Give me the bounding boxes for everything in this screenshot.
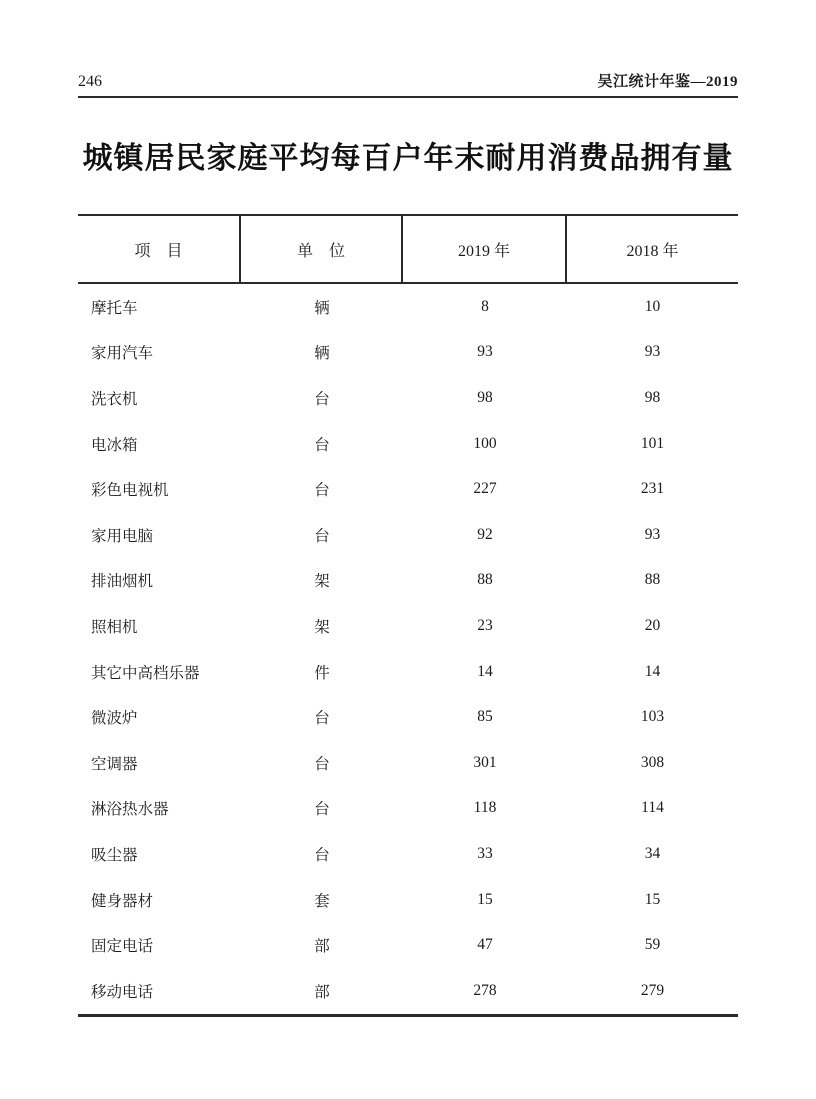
unit-cell: 台: [314, 710, 330, 728]
value-2019-cell: 15: [477, 890, 493, 908]
value-2018-cell: 88: [644, 571, 661, 589]
item-cell: 洗衣机: [91, 390, 138, 408]
item-cell: 彩色电视机: [91, 482, 169, 500]
value-2019-cell: 118: [473, 799, 497, 817]
item-cell: 固定电话: [91, 938, 154, 956]
value-2019-cell: 88: [477, 571, 493, 589]
table-row: [78, 421, 738, 467]
value-2019-cell: 14: [477, 662, 493, 680]
unit-cell: 部: [314, 938, 330, 956]
value-2018-cell: 231: [640, 480, 665, 498]
value-2018-cell: 20: [644, 616, 661, 634]
item-cell: 淋浴热水器: [91, 801, 169, 819]
unit-cell: 台: [314, 755, 330, 773]
value-2018-cell: 279: [640, 981, 665, 999]
value-2019-cell: 23: [477, 616, 493, 634]
unit-cell: 台: [314, 482, 330, 500]
value-2019-cell: 301: [473, 753, 497, 771]
item-cell: 移动电话: [91, 983, 154, 1001]
durable-goods-table: [78, 214, 738, 1017]
table-body: [78, 284, 738, 1017]
item-cell: 电冰箱: [91, 436, 138, 454]
value-2019-cell: 100: [473, 434, 497, 452]
item-cell: 其它中高档乐器: [91, 664, 200, 682]
value-2018-cell: 103: [640, 708, 665, 726]
value-2018-cell: 98: [644, 388, 661, 406]
unit-cell: 架: [314, 618, 330, 636]
item-cell: 吸尘器: [91, 846, 138, 864]
unit-cell: 台: [314, 846, 330, 864]
table-row: [78, 466, 738, 512]
item-cell: 家用汽车: [91, 345, 154, 363]
table-row: [78, 603, 738, 649]
item-cell: 摩托车: [91, 299, 138, 317]
table-row: [78, 558, 738, 604]
unit-cell: 辆: [314, 345, 330, 363]
value-2018-cell: 14: [644, 662, 661, 680]
page-header: [78, 74, 738, 98]
table-row: [78, 694, 738, 740]
header-cell-item: 项 目: [78, 216, 241, 282]
item-cell: 微波炉: [91, 710, 138, 728]
table-row: [78, 512, 738, 558]
item-cell: 家用电脑: [91, 527, 154, 545]
value-2018-cell: 93: [644, 343, 661, 361]
table-row: [78, 786, 738, 832]
item-cell: 空调器: [91, 755, 138, 773]
table-row: [78, 831, 738, 877]
unit-cell: 台: [314, 527, 330, 545]
value-2019-cell: 85: [477, 708, 493, 726]
table-row: [78, 330, 738, 376]
value-2018-cell: 10: [644, 297, 661, 315]
table-row: [78, 740, 738, 786]
value-2019-cell: 278: [473, 981, 497, 999]
item-cell: 健身器材: [91, 892, 154, 910]
yearbook-edition: 吴江统计年鉴—2019: [597, 74, 738, 90]
value-2019-cell: 33: [477, 844, 493, 862]
value-2019-cell: 8: [481, 297, 489, 315]
page-number: 246: [78, 73, 102, 90]
table-row: [78, 877, 738, 923]
unit-cell: 台: [314, 436, 330, 454]
table-row: [78, 968, 738, 1014]
value-2018-cell: 59: [644, 936, 661, 954]
table-row: [78, 375, 738, 421]
unit-cell: 部: [314, 983, 330, 1001]
value-2018-cell: 15: [644, 890, 661, 908]
value-2018-cell: 93: [644, 525, 661, 543]
value-2019-cell: 93: [477, 343, 493, 361]
value-2019-cell: 47: [477, 936, 493, 954]
value-2018-cell: 34: [644, 844, 661, 862]
item-cell: 照相机: [91, 618, 138, 636]
document-title: 城镇居民家庭平均每百户年末耐用消费品拥有量: [82, 142, 734, 175]
value-2019-cell: 227: [473, 480, 497, 498]
table-row: [78, 922, 738, 968]
unit-cell: 辆: [314, 299, 330, 317]
header-cell-2018: 2018 年: [626, 242, 679, 260]
header-cell-unit: 单 位: [241, 216, 403, 282]
value-2018-cell: 114: [641, 799, 664, 817]
table-row: [78, 649, 738, 695]
table-row: [78, 284, 738, 330]
unit-cell: 台: [314, 801, 330, 819]
header-cell-2019: 2019 年: [403, 216, 567, 282]
item-cell: 排油烟机: [91, 573, 154, 591]
unit-cell: 件: [314, 664, 330, 682]
value-2019-cell: 98: [477, 388, 493, 406]
unit-cell: 架: [314, 573, 330, 591]
unit-cell: 台: [314, 390, 330, 408]
table-header-row: [78, 214, 738, 284]
value-2018-cell: 101: [640, 434, 665, 452]
unit-cell: 套: [314, 892, 330, 910]
value-2018-cell: 308: [640, 753, 665, 771]
value-2019-cell: 92: [477, 525, 493, 543]
